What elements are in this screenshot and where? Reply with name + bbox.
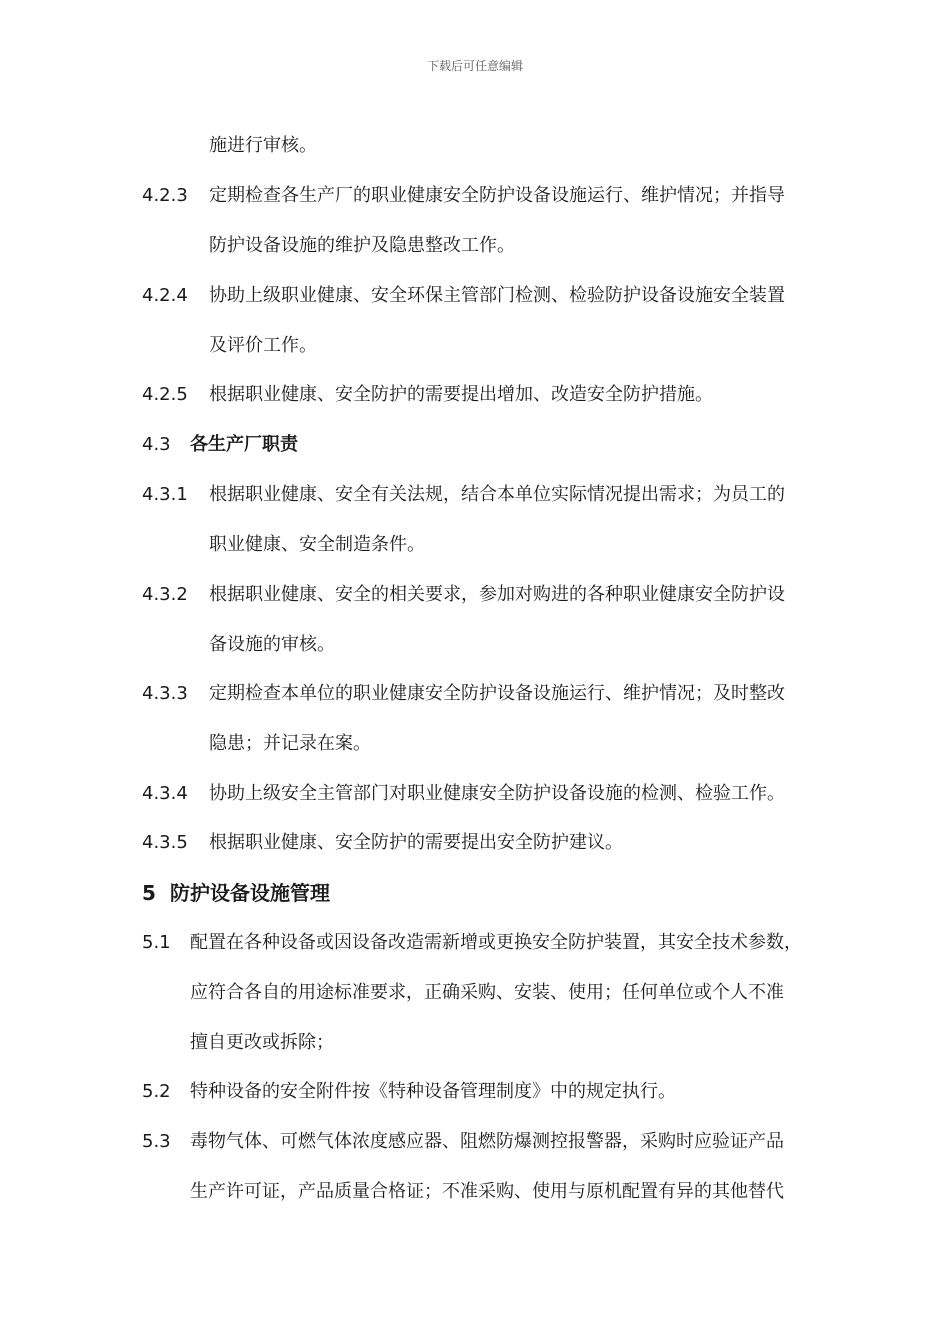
clause-text: 根据职业健康、安全的相关要求，参加对购进的各种职业健康安全防护设 — [209, 584, 785, 605]
clause-text: 根据职业健康、安全防护的需要提出安全防护建议。 — [209, 832, 623, 853]
clause-text: 协助上级安全主管部门对职业健康安全防护设备设施的检测、检验工作。 — [209, 783, 785, 804]
section-number: 5 — [142, 881, 156, 905]
clause-number: 4.3.1 — [142, 484, 188, 505]
clause-text: 防护设备设施的维护及隐患整改工作。 — [209, 235, 515, 256]
page-header: 下载后可任意编辑 — [426, 59, 523, 73]
clause-text: 定期检查各生产厂的职业健康安全防护设备设施运行、维护情况；并指导 — [209, 185, 785, 206]
clause-text: 毒物气体、可燃气体浓度感应器、阻燃防爆测控报警器，采购时应验证产品 — [190, 1131, 784, 1152]
subsection-title: 各生产厂职责 — [190, 434, 298, 455]
clause-text: 备设施的审核。 — [209, 634, 335, 655]
clause-number: 4.3.2 — [142, 584, 188, 605]
paragraph-continuation: 施进行审核。 — [209, 135, 317, 156]
section-title: 防护设备设施管理 — [170, 881, 330, 905]
clause-number: 4.3.3 — [142, 683, 188, 704]
clause-text: 隐患；并记录在案。 — [209, 733, 371, 754]
clause-text: 定期检查本单位的职业健康安全防护设备设施运行、维护情况；及时整改 — [209, 683, 785, 704]
clause-number: 5.1 — [142, 932, 171, 953]
clause-text: 及评价工作。 — [209, 335, 317, 356]
clause-number: 4.3.4 — [142, 783, 188, 804]
clause-text: 根据职业健康、安全防护的需要提出增加、改造安全防护措施。 — [209, 384, 713, 405]
clause-number: 5.3 — [142, 1131, 171, 1152]
clause-text: 特种设备的安全附件按《特种设备管理制度》中的规定执行。 — [190, 1081, 676, 1102]
clause-number: 4.3.5 — [142, 832, 188, 853]
clause-text: 根据职业健康、安全有关法规，结合本单位实际情况提出需求；为员工的 — [209, 484, 785, 505]
subsection-number: 4.3 — [142, 434, 171, 455]
clause-text: 应符合各自的用途标准要求，正确采购、安装、使用；任何单位或个人不准 — [190, 982, 784, 1003]
clause-number: 5.2 — [142, 1081, 171, 1102]
clause-text: 协助上级职业健康、安全环保主管部门检测、检验防护设备设施安全装置 — [209, 285, 785, 306]
clause-number: 4.2.5 — [142, 384, 188, 405]
clause-text: 配置在各种设备或因设备改造需新增或更换安全防护装置，其安全技术参数， — [190, 932, 802, 953]
clause-text: 擅自更改或拆除； — [190, 1032, 334, 1053]
clause-text: 职业健康、安全制造条件。 — [209, 534, 425, 555]
clause-number: 4.2.4 — [142, 285, 188, 306]
clause-number: 4.2.3 — [142, 185, 188, 206]
clause-text: 生产许可证，产品质量合格证；不准采购、使用与原机配置有异的其他替代 — [190, 1181, 784, 1202]
